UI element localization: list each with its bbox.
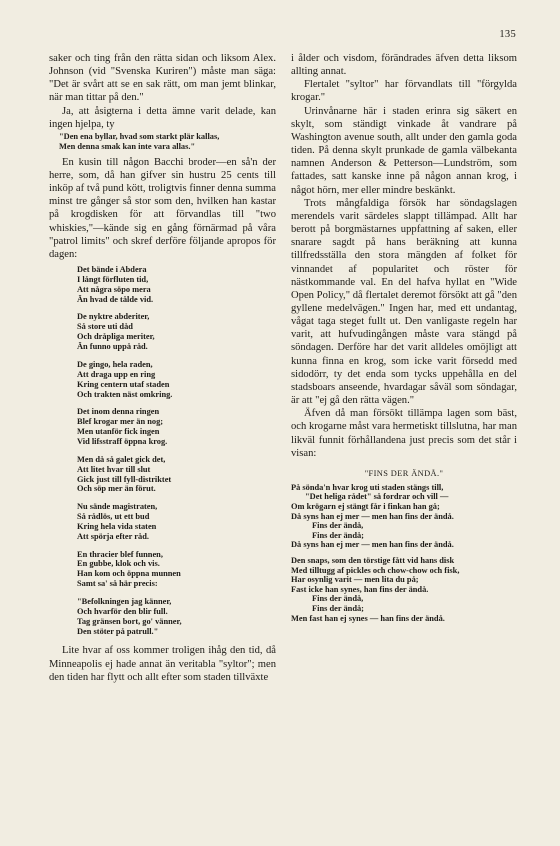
song-line: Fast icke han synes, han fins der ändå. [291, 584, 429, 594]
song-line: Fins der ändå; [312, 603, 364, 613]
verse-line: "Den ena byllar, hvad som starkt plär kallas, [59, 131, 220, 141]
poem-line: Han kom och öppna munnen [77, 569, 181, 579]
poem-line: I långt förfluten tid, [77, 274, 149, 284]
song-stanza [291, 483, 517, 550]
poem-stanza [77, 407, 276, 447]
page-number: 135 [499, 29, 516, 40]
poem-line: Att draga upp en ring [77, 369, 156, 379]
song-line: På sönda'n hvar krog uti staden stängs till, [291, 482, 444, 492]
poem-line: Vid lifsstraff öppna krog. [77, 436, 168, 446]
right-column [291, 52, 517, 629]
poem-line: De gingo, hela raden, [77, 359, 153, 369]
poem-line: Så store uti dåd [77, 322, 133, 332]
song-line: Fins der ändå, [312, 521, 364, 531]
poem-line: Än funno uppå råd. [77, 342, 148, 352]
paragraph: Trots mångfaldiga försök har söndagslagen merendels varit särdeles slappt tillämpad. Allt har berott på borgmästarnes uppfattning af saken, eller snarare sagdt på hans beräkning att kunna tillfredsställa den stora mängden af folket för vinnandet af popularitet och röster för nästkommande val. En del hafva hyllat en "Wide Open Policy," då flertalet deremot försökt att gå "den gyllene medelvägen." Ingen har, med ett undantag, vågat taga steget fullt ut. Den vanligaste regeln har varit, att hufvudingången måste vara stängd på söndagen. Derföre har det varit alldeles omöjligt att kunna finna en krog, som icke varit försedd med sidodörr, ty det enda som tycks uppehålla en del stadsboars anseende, hvardagar såväl som söndagar, är att "ej gå den rätta vägen." [291, 197, 517, 407]
left-column [49, 52, 276, 684]
song-line: Har osynlig varit — men lita du på; [291, 575, 419, 585]
poem-stanza [77, 550, 276, 590]
poem-line: Kring centern utaf staden [77, 379, 170, 389]
verse-quote [59, 132, 276, 152]
poem-line: Och dråpliga meriter, [77, 332, 155, 342]
poem [77, 265, 276, 637]
poem-stanza [77, 265, 276, 305]
poem-line: Gick just till fyll-distriktet [77, 474, 172, 484]
paragraph: Lite hvar af oss kommer troligen ihåg den tid, då Minneapolis ej hade annat än veritabla "syltor"; men den tiden har flytt och allt efter som staden tillväxte [49, 645, 276, 683]
poem-line: "Befolkningen jag känner, [77, 596, 172, 606]
poem-line: Att några söpo mera [77, 284, 151, 294]
poem-stanza [77, 597, 276, 637]
song-title: "FINS DER ÄNDÅ." [364, 468, 444, 478]
poem-line: Den stöter på patrull." [77, 626, 159, 636]
song-line: "Det heliga rådet" så fordrar och vill — [305, 492, 449, 502]
poem-line: Men då så galet gick det, [77, 454, 166, 464]
song-stanza [291, 556, 517, 623]
poem-line: Och hvarför den blir full. [77, 606, 168, 616]
song-line: Men fast han ej synes — han fins der ändå. [291, 613, 445, 623]
poem-line: En gubbe, klok och vis. [77, 559, 160, 569]
poem-line: Det inom denna ringen [77, 407, 160, 417]
poem-stanza [77, 312, 276, 352]
song-line: Om krögarn ej stängt får i finkan han gå; [291, 502, 440, 512]
song-line: Den snaps, som den törstige fått vid hans disk [291, 556, 455, 565]
poem-line: En thracier blef funnen, [77, 549, 163, 559]
song [291, 483, 517, 623]
song-line: Med tilltugg af pickles och chow-chow och fisk, [291, 565, 460, 575]
poem-stanza [77, 455, 276, 495]
paragraph: saker och ting från den rätta sidan och liksom Alex. Johnson (vid "Svenska Kuriren") måste man säga: "Det är svårt att se en sak rätt, om man jemt blinkar, när man tittar på den." [49, 53, 276, 104]
paragraph: i ålder och visdom, förändrades äfven detta liksom allting annat. [291, 53, 517, 78]
paragraph: Urinvånarne här i staden erinra sig säkert en skylt, som ständigt vinkade åt vandrare på Washington avenue south, allt under den gamla goda tiden. På denna skylt prunkade de gamla välbekanta namnen Anderson & Petterson—Lundström, som fattades, satt kanske inne på någon annan krog, i något hörn, mer eller mindre beskänkt. [291, 105, 517, 196]
poem-line: Än hvad de tålde vid. [77, 294, 154, 304]
poem-line: Samt sa' så här precis: [77, 579, 158, 589]
poem-line: Att spörja efter råd. [77, 531, 149, 541]
poem-line: Kring hela vida staten [77, 521, 157, 531]
poem-line: Tag gränsen bort, go' vänner, [77, 616, 182, 626]
song-line: Då syns han ej mer — men han fins der ändå. [291, 511, 454, 521]
poem-line: Och söp mer än förut. [77, 484, 156, 494]
poem-stanza [77, 360, 276, 400]
verse-line: Men denna smak kan inte vara allas." [59, 141, 196, 151]
song-line: Då syns han ej mer — men han fins der ändå. [291, 540, 454, 550]
poem-stanza [77, 502, 276, 542]
poem-line: Så rådlös, ut ett bud [77, 512, 150, 522]
poem-line: Och trakten näst omkring. [77, 389, 173, 399]
paragraph: Flertalet "syltor" har förvandlats till "förgylda krogar." [291, 79, 517, 104]
poem-line: Nu sände magistraten, [77, 502, 158, 512]
paragraph: En kusin till någon Bacchi broder—en så'n der herre, som, då han gifver sin hustru 25 cents till inköp af två pund kött, troligtvis finner denna summa minst tre gånger så stor som den, hvilken han kastar på krogdisken för att förvandlas till "two whiskies,"—kände sig en gång förnärmad på våra "patrol limits" och skref derföre följande apropos för dagen: [49, 156, 276, 260]
poem-line: Blef krogar mer än nog; [77, 417, 164, 427]
song-line: Fins der ändå; [312, 530, 364, 540]
paragraph: Äfven då man försökt tillämpa lagen som bäst, och krogarne måst vara hermetiskt tillslutna, har man likväl funnit förhållandena just precis som det står i visan: [291, 408, 517, 459]
song-line: Fins der ändå, [312, 594, 364, 604]
paragraph: Ja, att åsigterna i detta ämne varit delade, kan ingen hjelpa, ty [49, 105, 276, 130]
poem-line: Att litet hvar till slut [77, 464, 151, 474]
poem-line: Men utanför fick ingen [77, 427, 160, 437]
poem-line: De nyktre abderiter, [77, 312, 150, 322]
poem-line: Det bände i Abdera [77, 265, 147, 274]
